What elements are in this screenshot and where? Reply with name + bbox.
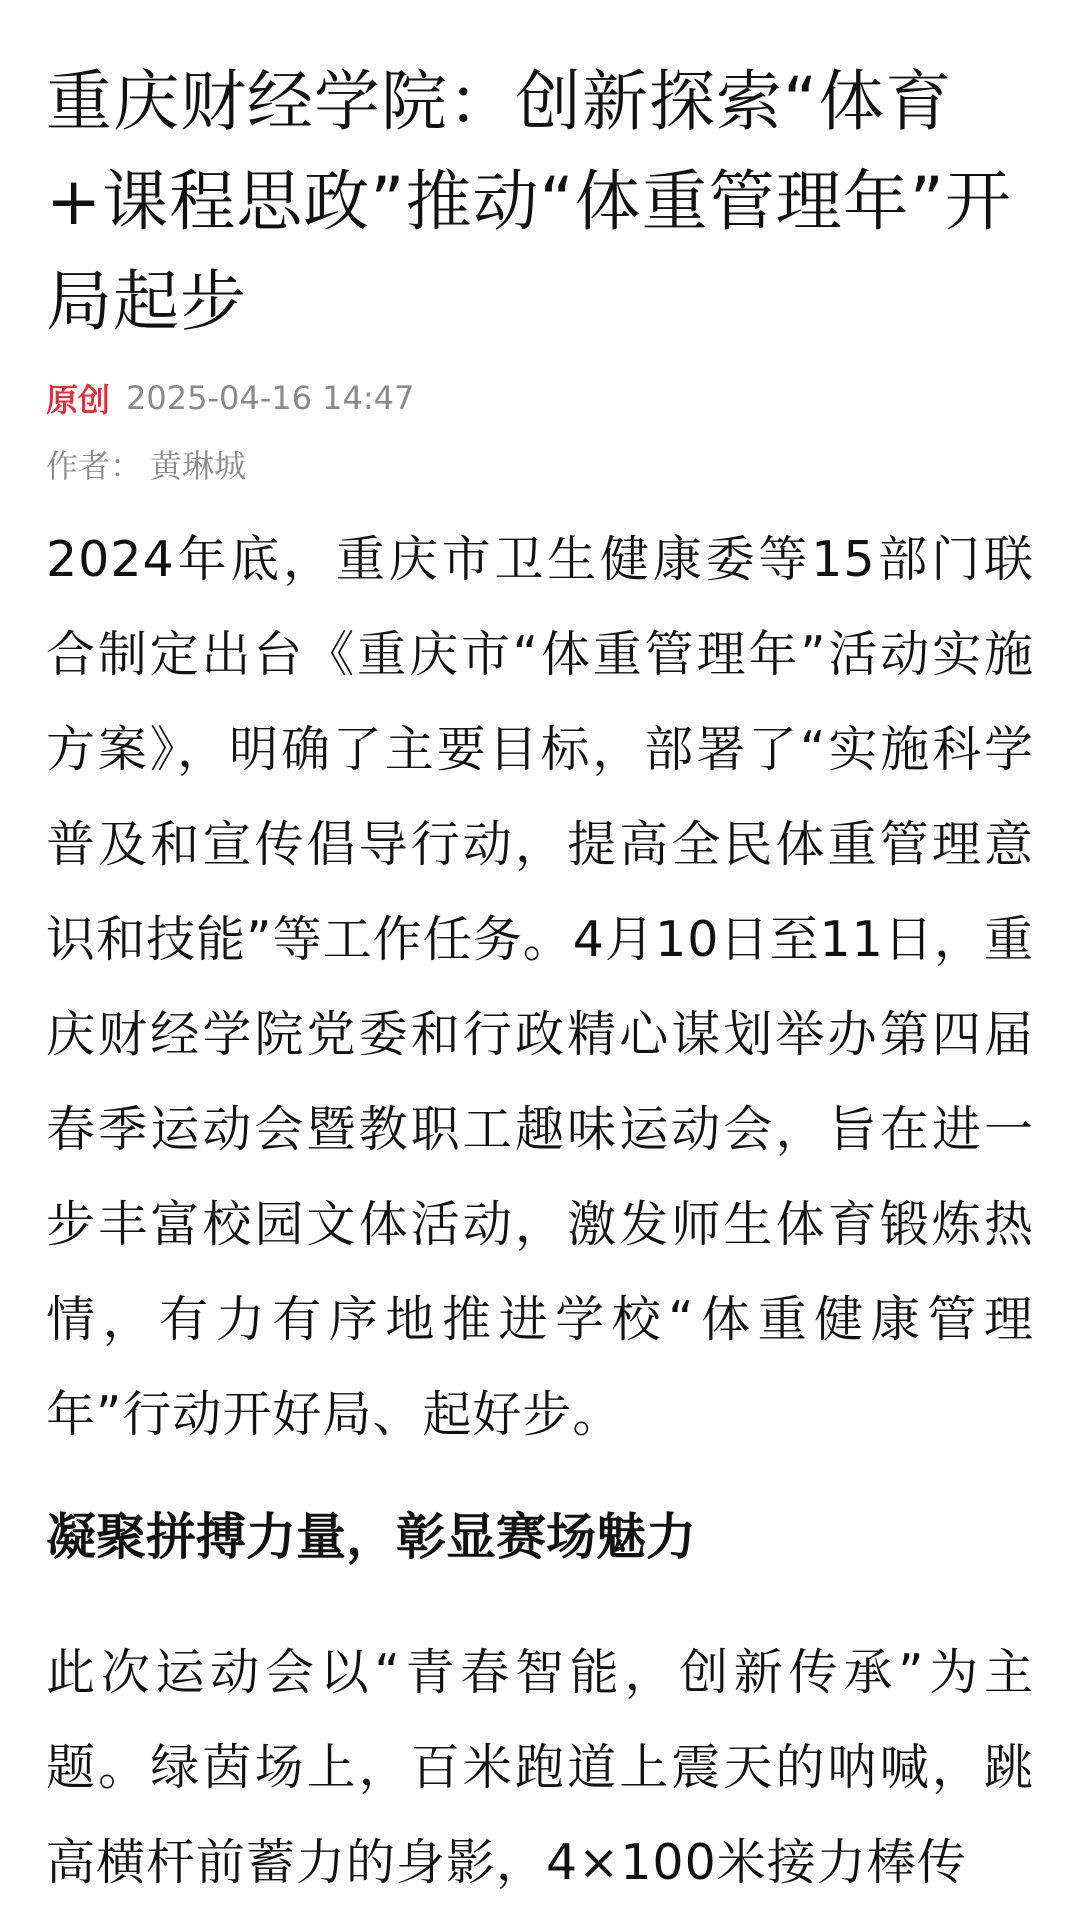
original-badge: 原创 — [46, 381, 111, 419]
publish-time: 2025-04-16 14:47 — [126, 379, 415, 417]
article-paragraph-1: 2024年底，重庆市卫生健康委等15部门联合制定出台《重庆市“体重管理年”活动实施方案》，明确了主要目标，部署了“实施科学普及和宣传倡导行动，提高全民体重管理意识和技能”等工作任务。4月10日至11日，重庆财经学院党委和行政精心谋划举办第四届春季运动会暨教职工趣味运动会，旨在进一步丰富校园文体活动，激发师生体育锻炼热情，有力有序地推进学校“体重健康管理年”行动开好局、起好步。 — [46, 531, 1034, 1443]
author-name[interactable]: 黄琳城 — [150, 447, 247, 485]
section-heading: 凝聚拼搏力量，彰显赛场魅力 — [46, 1508, 696, 1566]
article-paragraph-2: 此次运动会以“青春智能，创新传承”为主题。绿茵场上，百米跑道上震天的呐喊，跳高横杆前蓄力的身影，4×100米接力棒传 — [46, 1644, 1034, 1891]
author-label: 作者： — [46, 447, 143, 485]
author-line — [46, 438, 1034, 490]
article-title: 重庆财经学院：创新探索“体育+课程思政”推动“体重管理年”开局起步 — [46, 63, 1012, 340]
article-meta — [46, 372, 1034, 424]
